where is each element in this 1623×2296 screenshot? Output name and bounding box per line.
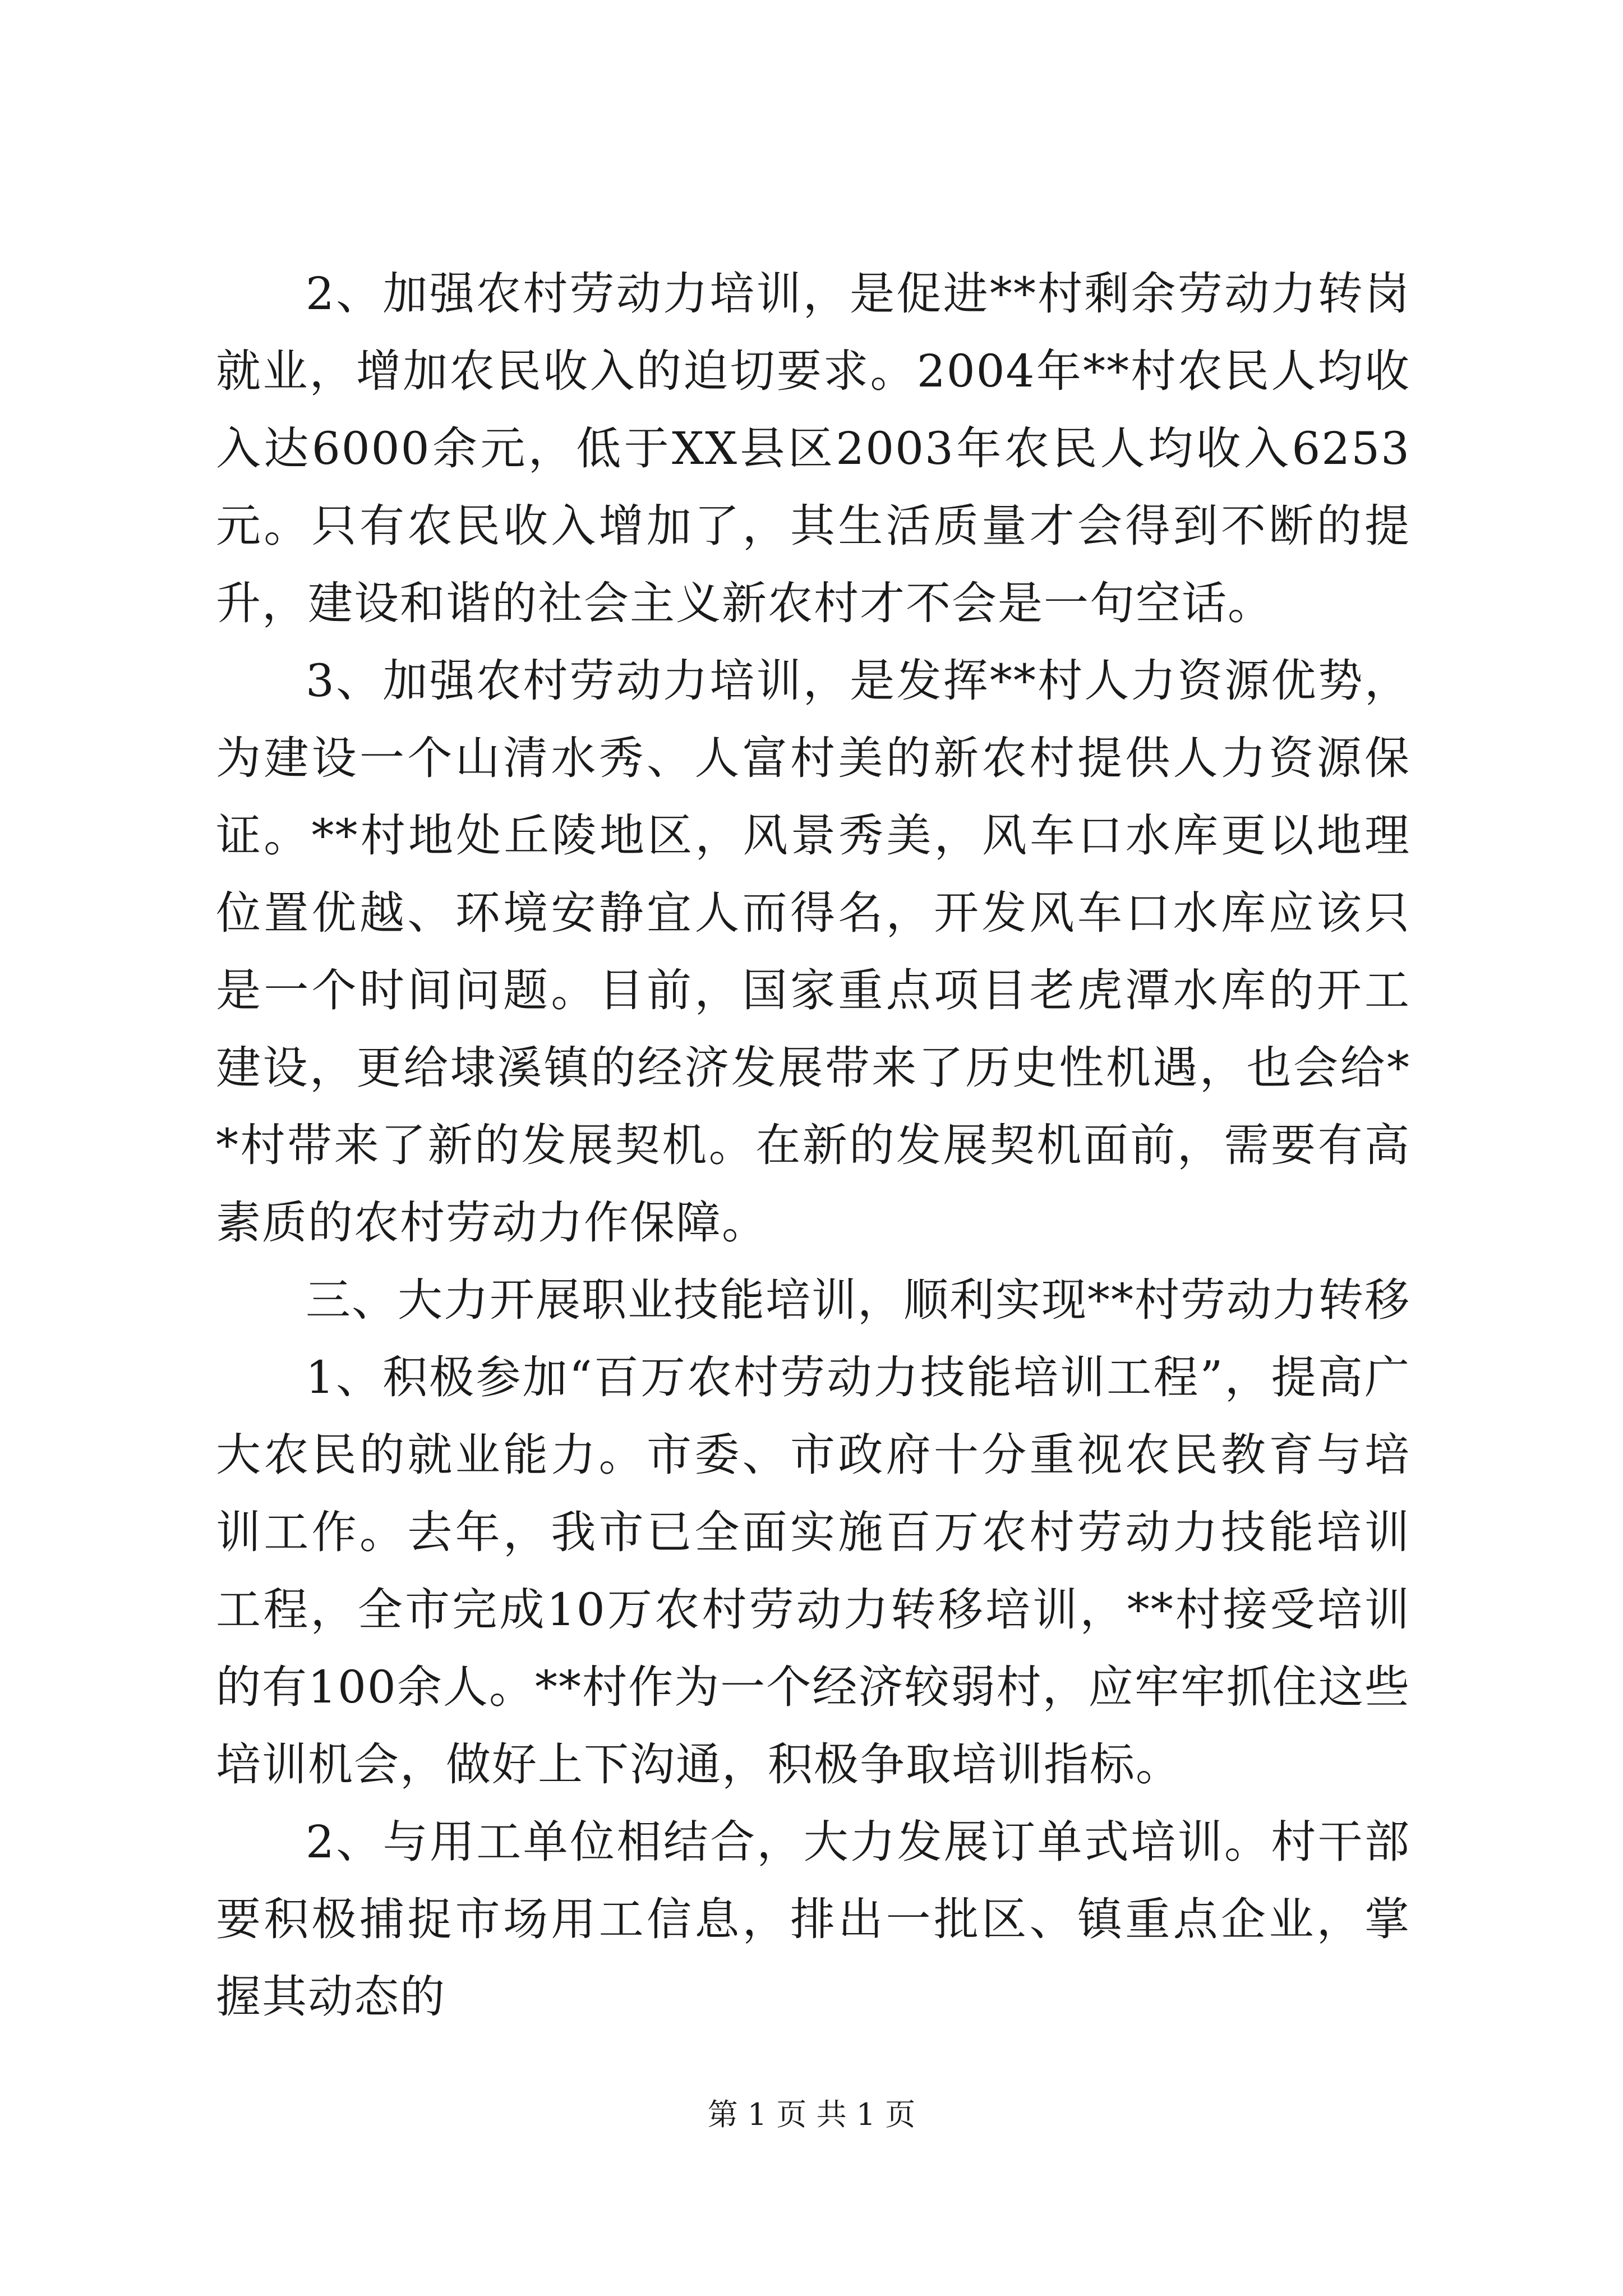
paragraph-2: 2、加强农村劳动力培训，是促进**村剩余劳动力转岗就业，增加农民收入的迫切要求。2004年**村农民人均收入达6000余元，低于XX县区2003年农民人均收入6253元。只有农民收入增加了，其生活质量才会得到不断的提升，建设和谐的社会主义新农村才不会是一句空话。 bbox=[216, 268, 1410, 629]
paragraph-3: 3、加强农村劳动力培训，是发挥**村人力资源优势，为建设一个山清水秀、人富村美的新农村提供人力资源保证。**村地处丘陵地区，风景秀美，风车口水库更以地理位置优越、环境安静宜人而得名，开发风车口水库应该只是一个时间问题。目前，国家重点项目老虎潭水库的开工建设，更给埭溪镇的经济发展带来了历史性机遇，也会给**村带来了新的发展契机。在新的发展契机面前，需要有高素质的农村劳动力作保障。 bbox=[216, 655, 1410, 1249]
paragraph-3-1: 1、积极参加“百万农村劳动力技能培训工程”，提高广大农民的就业能力。市委、市政府十分重视农民教育与培训工作。去年，我市已全面实施百万农村劳动力技能培训工程，全市完成10万农村劳动力转移培训，**村接受培训的有100余人。**村作为一个经济较弱村，应牢牢抓住这些培训机会，做好上下沟通，积极争取培训指标。 bbox=[216, 1351, 1410, 1791]
section-heading-3: 三、大力开展职业技能培训，顺利实现**村劳动力转移 bbox=[306, 1274, 1410, 1326]
paragraph-3-2: 2、与用工单位相结合，大力发展订单式培训。村干部要积极捕捉市场用工信息，排出一批区、镇重点企业，掌握其动态的 bbox=[216, 1816, 1410, 2023]
document-body bbox=[216, 255, 1410, 2036]
page-footer: 第 1 页 共 1 页 bbox=[707, 2097, 916, 2132]
